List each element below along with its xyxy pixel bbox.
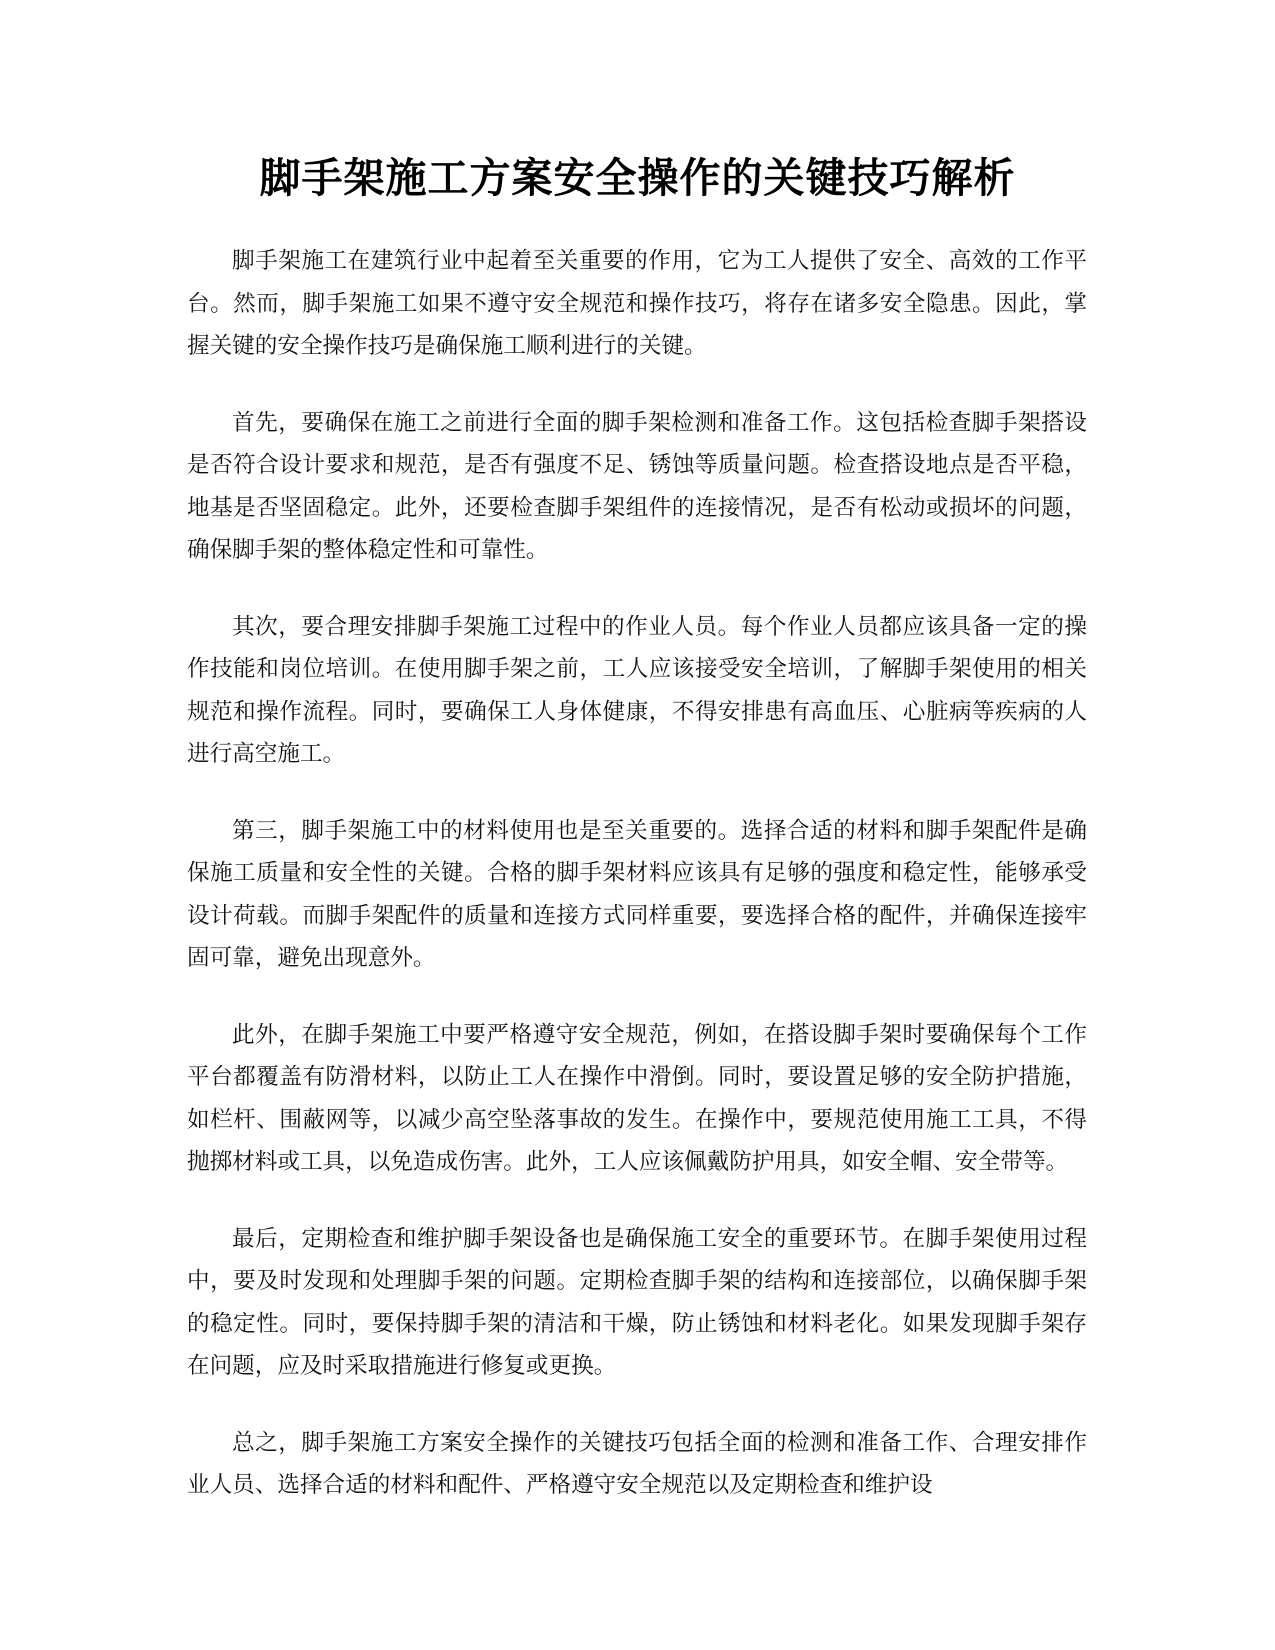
paragraph-safety-rules: 此外，在脚手架施工中要严格遵守安全规范，例如，在搭设脚手架时要确保每个工作平台都覆盖有防滑材料，以防止工人在操作中滑倒。同时，要设置足够的安全防护措施，如栏杆、围蔽网等，以减少高空坠落事故的发生。在操作中，要规范使用施工工具，不得抛掷材料或工具，以免造成伤害。此外，工人应该佩戴防护用具，如安全帽、安全带等。 bbox=[187, 1021, 1087, 1175]
paragraph-personnel: 其次，要合理安排脚手架施工过程中的作业人员。每个作业人员都应该具备一定的操作技能和岗位培训。在使用脚手架之前，工人应该接受安全培训，了解脚手架使用的相关规范和操作流程。同时，要确保工人身体健康，不得安排患有高血压、心脏病等疾病的人进行高空施工。 bbox=[187, 613, 1087, 767]
paragraph-inspection: 首先，要确保在施工之前进行全面的脚手架检测和准备工作。这包括检查脚手架搭设是否符合设计要求和规范，是否有强度不足、锈蚀等质量问题。检查搭设地点是否平稳，地基是否坚固稳定。此外，还要检查脚手架组件的连接情况，是否有松动或损坏的问题，确保脚手架的整体稳定性和可靠性。 bbox=[187, 409, 1087, 563]
paragraph-maintenance: 最后，定期检查和维护脚手架设备也是确保施工安全的重要环节。在脚手架使用过程中，要及时发现和处理脚手架的问题。定期检查脚手架的结构和连接部位，以确保脚手架的稳定性。同时，要保持脚手架的清洁和干燥，防止锈蚀和材料老化。如果发现脚手架存在问题，应及时采取措施进行修复或更换。 bbox=[187, 1225, 1087, 1379]
paragraph-materials: 第三，脚手架施工中的材料使用也是至关重要的。选择合适的材料和脚手架配件是确保施工质量和安全性的关键。合格的脚手架材料应该具有足够的强度和稳定性，能够承受设计荷载。而脚手架配件的质量和连接方式同样重要，要选择合格的配件，并确保连接牢固可靠，避免出现意外。 bbox=[187, 817, 1087, 971]
paragraph-summary: 总之，脚手架施工方案安全操作的关键技巧包括全面的检测和准备工作、合理安排作业人员、选择合适的材料和配件、严格遵守安全规范以及定期检查和维护设 bbox=[187, 1429, 1087, 1498]
document-body bbox=[187, 240, 1087, 1541]
document-title: 脚手架施工方案安全操作的关键技巧解析 bbox=[259, 154, 1016, 202]
paragraph-intro: 脚手架施工在建筑行业中起着至关重要的作用，它为工人提供了安全、高效的工作平台。然而，脚手架施工如果不遵守安全规范和操作技巧，将存在诸多安全隐患。因此，掌握关键的安全操作技巧是确保施工顺利进行的关键。 bbox=[187, 248, 1087, 359]
